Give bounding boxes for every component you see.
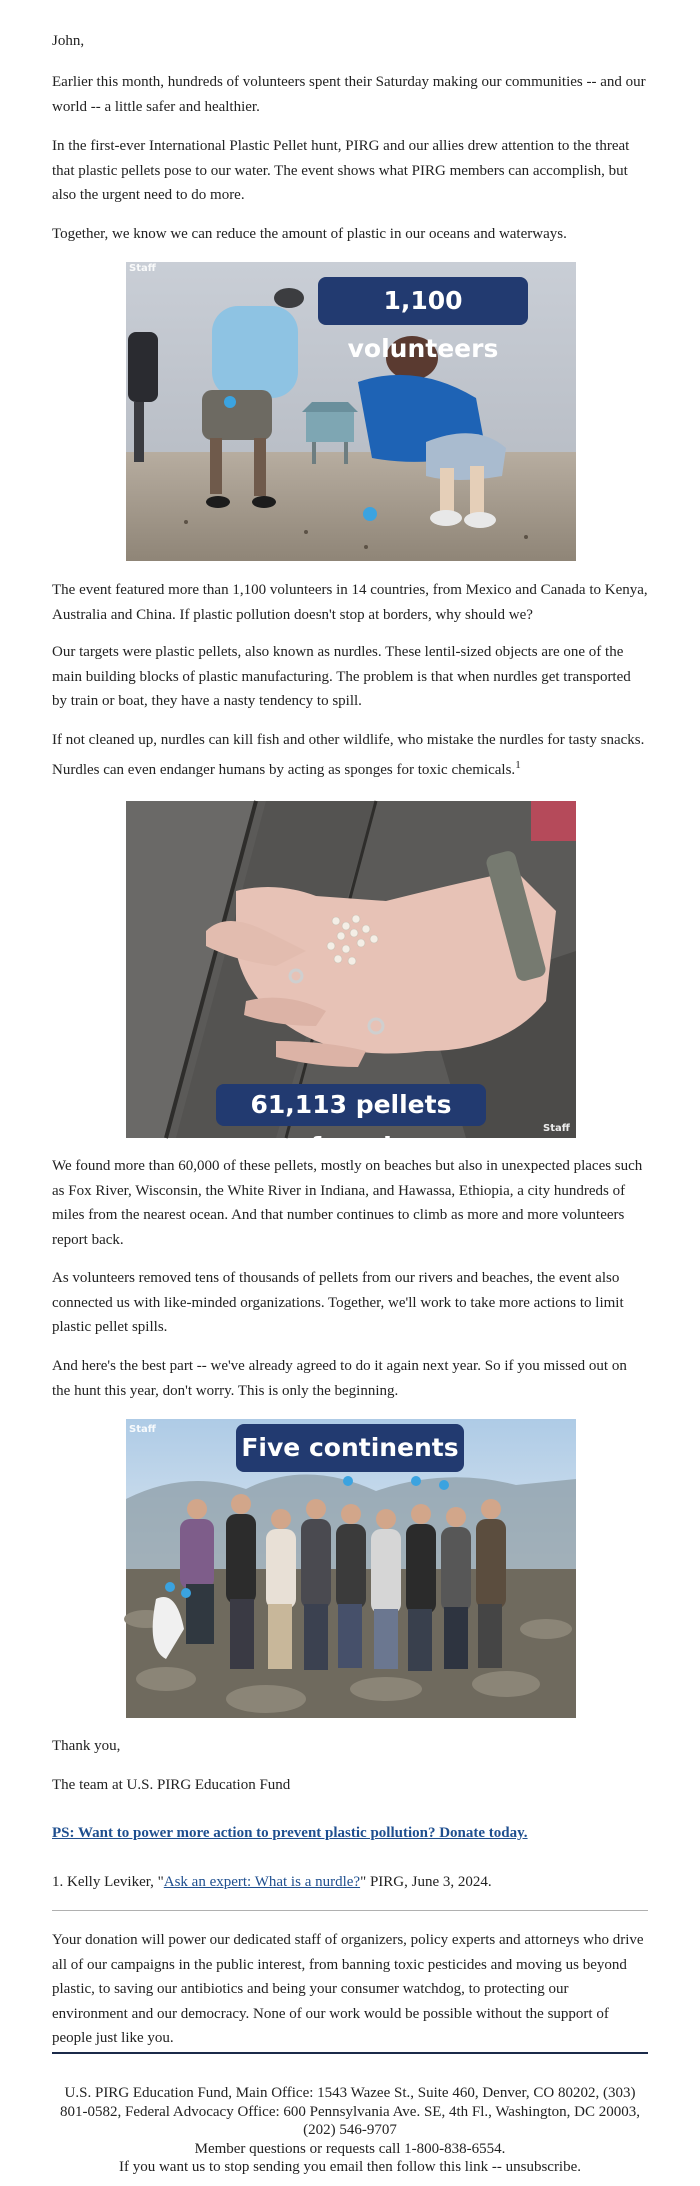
group-photo (126, 1419, 576, 1718)
donation-note: Your donation will power our dedicated staff of organizers, policy experts and attorneys who drive all of our campaigns in the public interest, from banning toxic pesticides and moving us beyond plastic, to saving our antibiotics and being your consumer watchdog, to protecting our environment and our democracy. None of our work would be possible without the support of people just like you. (52, 1932, 644, 2046)
paragraph-found: We found more than 60,000 of these pellets, mostly on beaches but also in unexpected places such as Fox River, Wisconsin, the White River in Indiana, and Hawassa, Ethiopia, a city hundreds of miles from the nearest ocean. And that number continues to climb as more and more volunteers report back. (52, 1158, 643, 1248)
ps-donate (52, 1821, 648, 1846)
closing-thanks: Thank you, (52, 1738, 121, 1754)
paragraph-event-featured: The event featured more than 1,100 volunteers in 14 countries, from Mexico and Canada to Kenya, Australia and China. If plastic pollution doesn't stop at borders, why should we? (52, 582, 648, 623)
footer (52, 2084, 648, 2177)
footer-address: U.S. PIRG Education Fund, Main Office: 1543 Wazee St., Suite 460, Denver, CO 80202, (303) 801-0582, Federal Advocacy Office: 600 Pennsylvania Ave. SE, 4th Fl., Washington, DC 20003, (202) 546-9707 (60, 2085, 640, 2138)
volunteers-photo (126, 262, 576, 561)
greeting: John, (52, 33, 85, 49)
photo-credit: Staff (129, 263, 156, 274)
paragraph-best-part: And here's the best part -- we've already agreed to do it again next year. So if you missed out on the hunt this year, don't worry. This is only the beginning. (52, 1358, 627, 1399)
continents-badge: Five continents (236, 1424, 464, 1472)
footer-unsubscribe[interactable]: If you want us to stop sending you email then follow this link -- unsubscribe. (118, 2159, 582, 2175)
footer-divider (52, 2052, 648, 2054)
photo-credit: Staff (543, 1123, 570, 1134)
paragraph-intro: Earlier this month, hundreds of volunteers spent their Saturday making our communities -- and our world -- a little safer and healthier. (52, 74, 646, 115)
pellets-badge: 61,113 pellets found (216, 1084, 486, 1126)
donate-link[interactable]: PS: Want to power more action to prevent plastic pollution? Donate today. (52, 1825, 528, 1841)
footer-member: Member questions or requests call 1-800-838-6554. (194, 2140, 506, 2157)
closing-signature: The team at U.S. PIRG Education Fund (52, 1777, 291, 1793)
divider (52, 1910, 648, 1911)
footnote-marker: 1 (515, 758, 521, 771)
paragraph-connected: As volunteers removed tens of thousands of pellets from our rivers and beaches, the event also connected us with like-minded organizations. Together, we'll work to take more actions to limit plastic pellet spills. (52, 1270, 624, 1335)
volunteers-badge: 1,100 volunteers (318, 277, 528, 325)
paragraph-targets: Our targets were plastic pellets, also known as nurdles. These lentil-sized objects are one of the main building blocks of plastic manufacturing. The problem is that when nurdles get transported by train or boat, they have a nasty tendency to spill. (52, 644, 631, 709)
nurdle-article-link[interactable]: Ask an expert: What is a nurdle? (163, 1874, 361, 1890)
paragraph-pellet-hunt: In the first-ever International Plastic Pellet hunt, PIRG and our allies drew attention to the threat that plastic pellets pose to our water. The event shows what PIRG members can accomplish, but also the urgent need to do more. (52, 138, 630, 203)
paragraph-nurdles-danger: If not cleaned up, nurdles can kill fish and other wildlife, who mistake the nurdles for tasty snacks. Nurdles can even endanger humans by acting as sponges for toxic chemicals.$^1$ (52, 732, 645, 778)
photo-credit: Staff (129, 1424, 156, 1435)
paragraph-together: Together, we know we can reduce the amount of plastic in our oceans and waterways. (52, 226, 567, 242)
footnote: 1. Kelly Leviker, "Ask an expert: What is a nurdle?" PIRG, June 3, 2024. (52, 1874, 492, 1890)
pellets-photo (126, 801, 576, 1161)
